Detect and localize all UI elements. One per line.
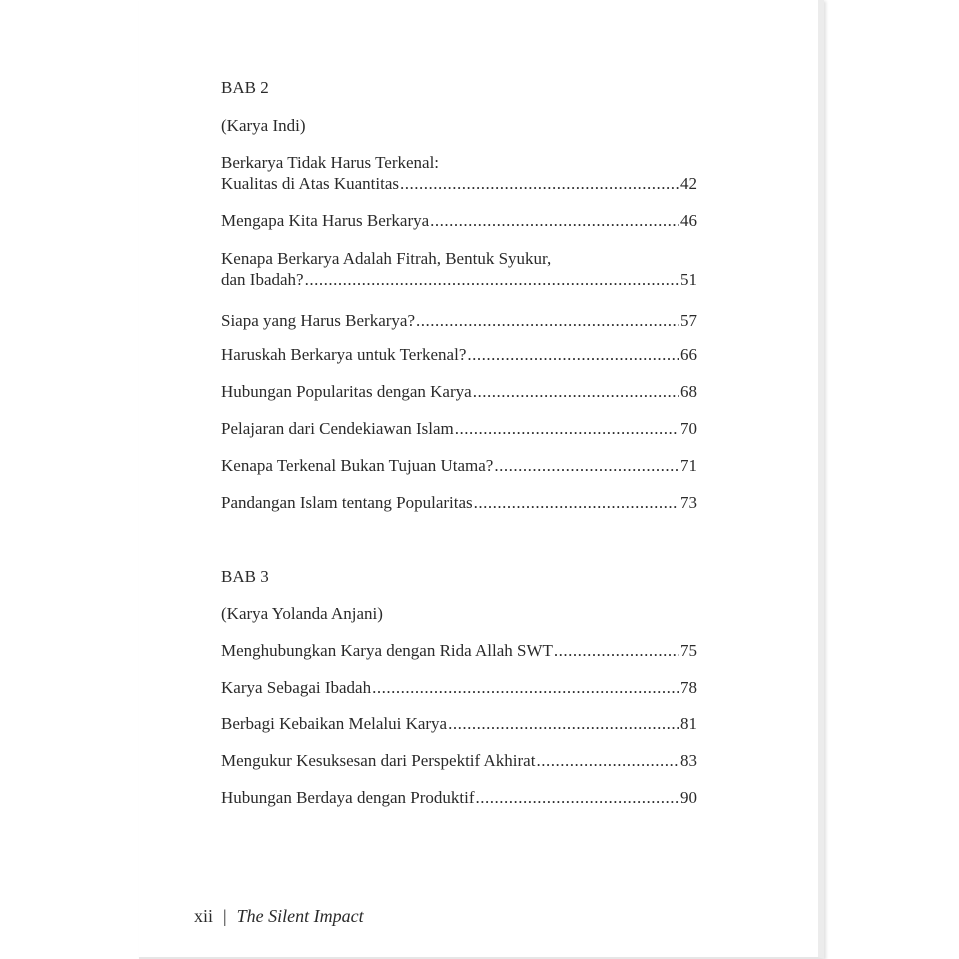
- toc-page-number: 73: [680, 493, 697, 512]
- toc-page-number: 75: [680, 641, 697, 660]
- toc-page-number: 66: [680, 345, 697, 364]
- dot-leader: [416, 310, 679, 331]
- page-footer: [194, 906, 364, 927]
- footer-page-number: xii: [194, 906, 214, 926]
- toc-page-number: 78: [680, 678, 697, 697]
- toc-entry-title: Pandangan Islam tentang Popularitas: [221, 493, 473, 512]
- toc-entry[interactable]: [221, 492, 697, 513]
- toc-entry-title: Hubungan Berdaya dengan Produktif: [221, 788, 475, 807]
- toc-entry-title: Kualitas di Atas Kuantitas: [221, 174, 400, 193]
- toc-entry[interactable]: [221, 418, 697, 439]
- toc-entry[interactable]: [221, 455, 697, 476]
- toc-page-number: 42: [680, 174, 697, 193]
- toc-page-number: 57: [680, 311, 697, 330]
- toc-entry[interactable]: [221, 787, 697, 808]
- dot-leader: [448, 713, 679, 734]
- toc-entry-title: dan Ibadah?: [221, 270, 304, 289]
- dot-leader: [476, 787, 679, 808]
- toc-entry[interactable]: [221, 640, 697, 661]
- dot-leader: [494, 455, 679, 476]
- toc-entry-title: Menghubungkan Karya dengan Rida Allah SWT: [221, 641, 553, 660]
- toc-page-number: 71: [680, 456, 697, 475]
- toc-entry[interactable]: [221, 713, 697, 734]
- toc-entry[interactable]: [221, 248, 697, 290]
- dot-leader: [400, 173, 679, 194]
- footer-book-title: The Silent Impact: [236, 906, 364, 926]
- toc-page-number: 51: [680, 270, 697, 289]
- toc-page-number: 46: [680, 211, 697, 230]
- toc-entry-line1: Kenapa Berkarya Adalah Fitrah, Bentuk Syukur,: [221, 249, 552, 268]
- toc-page-number: 81: [680, 714, 697, 733]
- toc-entry-title: Mengukur Kesuksesan dari Perspektif Akhirat: [221, 751, 536, 770]
- toc-page-number: 83: [680, 751, 697, 770]
- dot-leader: [536, 750, 679, 771]
- toc-entry[interactable]: [221, 152, 697, 194]
- toc-entry-title: Hubungan Popularitas dengan Karya: [221, 382, 472, 401]
- toc-page-number: 70: [680, 419, 697, 438]
- toc-entry[interactable]: [221, 310, 697, 331]
- dot-leader: [455, 418, 679, 439]
- toc-entry-line1: Berkarya Tidak Harus Terkenal:: [221, 153, 440, 172]
- toc-entry-title: Siapa yang Harus Berkarya?: [221, 311, 416, 330]
- toc-page-number: 68: [680, 382, 697, 401]
- dot-leader: [372, 677, 679, 698]
- dot-leader: [554, 640, 679, 661]
- book-page: [139, 0, 824, 959]
- toc-page-number: 90: [680, 788, 697, 807]
- toc-entry-title: Mengapa Kita Harus Berkarya: [221, 211, 430, 230]
- toc-entry[interactable]: [221, 381, 697, 402]
- chapter-heading: BAB 3: [221, 567, 269, 586]
- toc-entry-title: Karya Sebagai Ibadah: [221, 678, 372, 697]
- toc-entry-title: Haruskah Berkarya untuk Terkenal?: [221, 345, 467, 364]
- toc-entry[interactable]: [221, 750, 697, 771]
- chapter-author: (Karya Yolanda Anjani): [221, 604, 383, 623]
- toc-entry-title: Kenapa Terkenal Bukan Tujuan Utama?: [221, 456, 494, 475]
- dot-leader: [467, 344, 679, 365]
- toc-entry[interactable]: [221, 344, 697, 365]
- toc-entry[interactable]: [221, 677, 697, 698]
- chapter-author: (Karya Indi): [221, 116, 306, 135]
- footer-separator: |: [223, 906, 227, 926]
- toc-entry-title: Berbagi Kebaikan Melalui Karya: [221, 714, 448, 733]
- dot-leader: [305, 269, 679, 290]
- dot-leader: [430, 210, 679, 231]
- toc-entry[interactable]: [221, 210, 697, 231]
- dot-leader: [474, 492, 679, 513]
- toc-entry-title: Pelajaran dari Cendekiawan Islam: [221, 419, 454, 438]
- dot-leader: [473, 381, 679, 402]
- chapter-heading: BAB 2: [221, 78, 269, 97]
